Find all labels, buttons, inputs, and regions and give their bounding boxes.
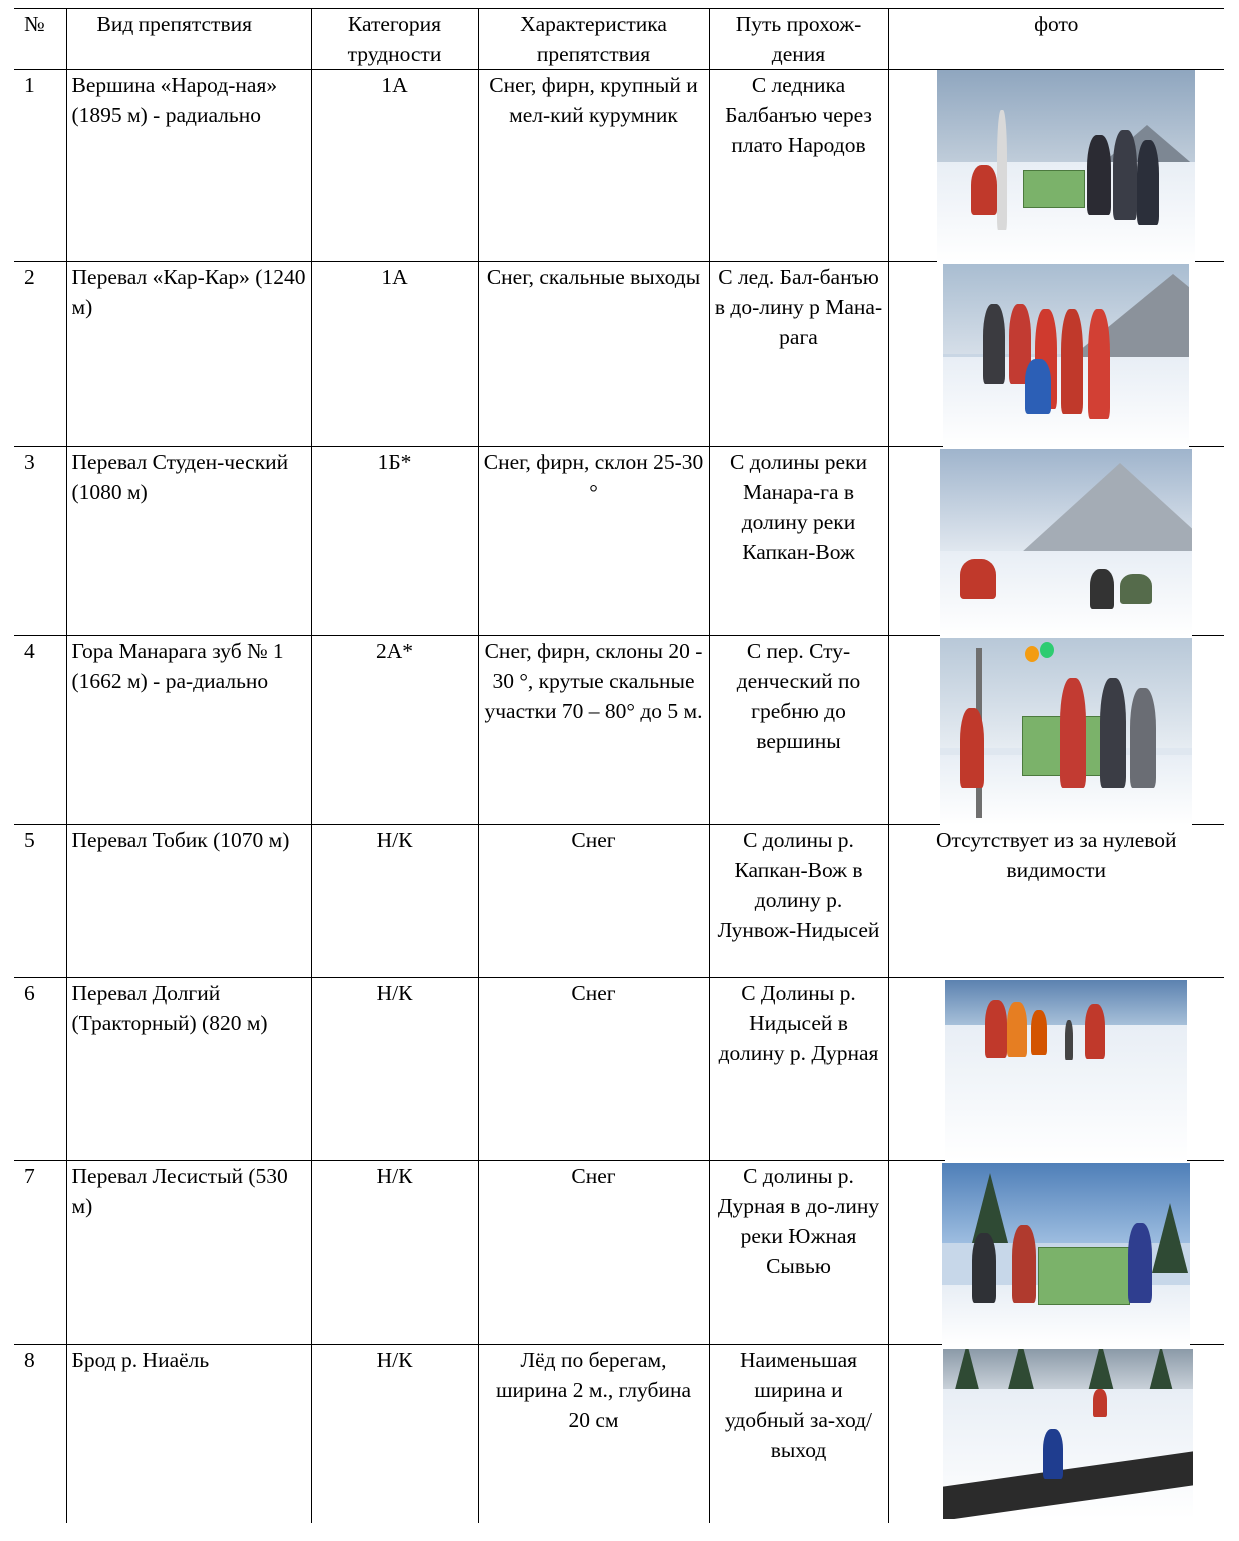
row-characteristic: Снег, фирн, склон 25-30 ° bbox=[478, 447, 709, 636]
header-type: Вид препятствия bbox=[66, 9, 311, 70]
row-num: 5 bbox=[14, 825, 66, 978]
table-row bbox=[14, 262, 1224, 447]
row-category: 1А bbox=[311, 262, 478, 447]
row-type: Брод р. Ниаёль bbox=[66, 1345, 311, 1523]
row-category: Н/К bbox=[311, 1345, 478, 1523]
row-type: Перевал Тобик (1070 м) bbox=[66, 825, 311, 978]
summit-group-photo bbox=[937, 70, 1195, 262]
row-path: С Долины р. Нидысей в долину р. Дурная bbox=[709, 978, 888, 1161]
table-row bbox=[14, 978, 1224, 1161]
header-path: Путь прохож-дения bbox=[709, 9, 888, 70]
row-path: С ледника Балбанъю через плато Народов bbox=[709, 70, 888, 262]
row-type: Перевал Студен-ческий (1080 м) bbox=[66, 447, 311, 636]
forest-pass-photo bbox=[942, 1163, 1190, 1345]
row-num: 6 bbox=[14, 978, 66, 1161]
row-type: Перевал Лесистый (530 м) bbox=[66, 1161, 311, 1345]
obstacles-table bbox=[14, 8, 1224, 1523]
row-num: 4 bbox=[14, 636, 66, 825]
pass-group-photo bbox=[943, 264, 1189, 447]
row-photo-cell bbox=[888, 1345, 1224, 1523]
row-num: 1 bbox=[14, 70, 66, 262]
row-characteristic: Снег, фирн, склоны 20 - 30 °, крутые скальные участки 70 – 80° до 5 м. bbox=[478, 636, 709, 825]
table-row bbox=[14, 447, 1224, 636]
row-photo-cell bbox=[888, 636, 1224, 825]
row-type: Перевал «Кар-Кар» (1240 м) bbox=[66, 262, 311, 447]
row-num: 3 bbox=[14, 447, 66, 636]
row-path: С долины р. Капкан-Вож в долину р. Лунвож-Нидысей bbox=[709, 825, 888, 978]
row-category: 1Б* bbox=[311, 447, 478, 636]
row-characteristic: Снег, фирн, крупный и мел-кий курумник bbox=[478, 70, 709, 262]
row-type: Гора Манарага зуб № 1 (1662 м) - ра-диально bbox=[66, 636, 311, 825]
table-row bbox=[14, 70, 1224, 262]
row-path: Наименьшая ширина и удобный за-ход/выход bbox=[709, 1345, 888, 1523]
row-photo-cell bbox=[888, 447, 1224, 636]
table-row bbox=[14, 636, 1224, 825]
header-photo: фото bbox=[888, 9, 1224, 70]
header-num: № bbox=[14, 9, 66, 70]
header-characteristic: Характеристика препятствия bbox=[478, 9, 709, 70]
river-ford-photo bbox=[943, 1349, 1193, 1519]
row-category: Н/К bbox=[311, 1161, 478, 1345]
student-pass-photo bbox=[940, 449, 1192, 636]
row-num: 7 bbox=[14, 1161, 66, 1345]
row-photo-cell bbox=[888, 70, 1224, 262]
row-path: С пер. Сту-денческий по гребню до вершины bbox=[709, 636, 888, 825]
row-photo-note: Отсутствует из за нулевой видимости bbox=[888, 825, 1224, 978]
row-type: Вершина «Народ-ная» (1895 м) - радиально bbox=[66, 70, 311, 262]
row-characteristic: Снег bbox=[478, 1161, 709, 1345]
row-photo-cell bbox=[888, 978, 1224, 1161]
row-type: Перевал Долгий (Тракторный) (820 м) bbox=[66, 978, 311, 1161]
row-category: 1А bbox=[311, 70, 478, 262]
row-characteristic: Лёд по берегам, ширина 2 м., глубина 20 см bbox=[478, 1345, 709, 1523]
row-category: Н/К bbox=[311, 825, 478, 978]
manaraga-summit-photo bbox=[940, 638, 1192, 825]
row-characteristic: Снег, скальные выходы bbox=[478, 262, 709, 447]
row-photo-cell bbox=[888, 262, 1224, 447]
row-characteristic: Снег bbox=[478, 825, 709, 978]
row-photo-cell bbox=[888, 1161, 1224, 1345]
table-row bbox=[14, 1161, 1224, 1345]
table-row bbox=[14, 1345, 1224, 1523]
row-path: С долины р. Дурная в до-лину реки Южная Сывью bbox=[709, 1161, 888, 1345]
header-category: Категория трудности bbox=[311, 9, 478, 70]
row-category: Н/К bbox=[311, 978, 478, 1161]
row-num: 2 bbox=[14, 262, 66, 447]
long-pass-photo bbox=[945, 980, 1187, 1161]
row-category: 2А* bbox=[311, 636, 478, 825]
row-num: 8 bbox=[14, 1345, 66, 1523]
row-path: С долины реки Манара-га в долину реки Капкан-Вож bbox=[709, 447, 888, 636]
row-characteristic: Снег bbox=[478, 978, 709, 1161]
table-header-row bbox=[14, 9, 1224, 70]
row-path: С лед. Бал-банъю в до-лину р Мана-рага bbox=[709, 262, 888, 447]
table-row bbox=[14, 825, 1224, 978]
